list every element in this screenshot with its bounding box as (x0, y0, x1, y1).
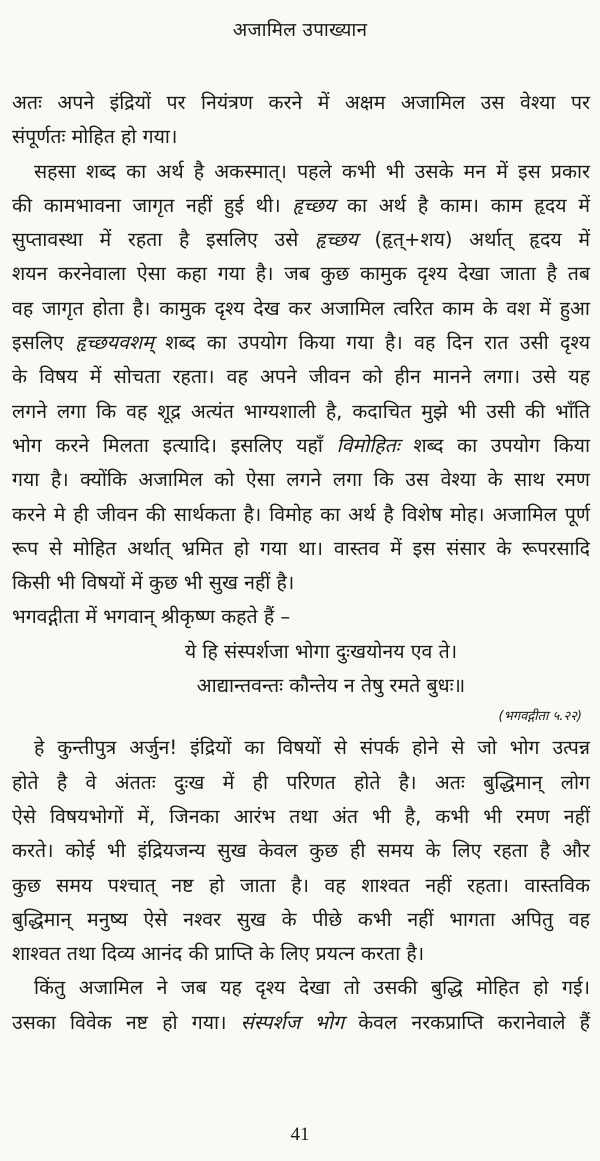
page-body (12, 86, 590, 1040)
verse-line-2: आद्यान्तवन्तः कौन्तेय न तेषु रमते बुधः॥ (196, 674, 466, 698)
paragraph-2-line-4: शयन करनेवाला ऐसा कहा गया है। जब कुछ कामुक दृश्य देखा जाता है तब (12, 262, 590, 286)
paragraph-3-line-2: होते है वे अंततः दुःख में ही परिणत होते है। अतः बुद्धिमान् लोग (12, 770, 590, 794)
italic-term: हृच्छयवशम् (75, 331, 154, 355)
text-run: का अर्थ है काम। काम हृदय में (346, 193, 591, 217)
paragraph-2-line-7: के विषय में सोचता रहता। वह अपने जीवन को हीन मानने लगा। उसे यह (12, 365, 590, 389)
paragraph-1-line-2: संपूर्णतः मोहित हो गया। (12, 125, 178, 149)
italic-term: हृच्छय (292, 193, 336, 217)
paragraph-2-line-6 (12, 326, 590, 360)
paragraph-3-line-6: बुद्धिमान् मनुष्य ऐसे नश्वर सुख के पीछे कभी नहीं भागता अपितु वह (12, 907, 590, 931)
paragraph-2-line-11: करने मे ही जीवन की सार्थकता है। विमोह का अर्थ है विशेष मोह। अजामिल पूर्ण (12, 502, 590, 526)
paragraph-2-line-9 (12, 429, 590, 463)
paragraph-3-line-1: हे कुन्तीपुत्र अर्जुन! इंद्रियों का विषयों से संपर्क होने से जो भोग उत्पन्न (34, 736, 590, 760)
paragraph-4-line-1: किंतु अजामिल ने जब यह दृश्य देखा तो उसकी बुद्धि मोहित हो गई। (34, 976, 590, 1000)
paragraph-3-line-4: करते। कोई भी इंद्रियजन्य सुख केवल कुछ ही समय के लिए रहता है और (12, 839, 590, 863)
paragraph-2-line-1: सहसा शब्द का अर्थ है अकस्मात्। पहले कभी भी उसके मन में इस प्रकार (34, 159, 590, 183)
italic-term: विमोहितः (336, 433, 400, 457)
text-run: (हृत्+शय) अर्थात् हृदय में (374, 228, 591, 252)
paragraph-4-line-2 (12, 1006, 590, 1040)
verse-line-1: ये हि संस्पर्शजा भोगा दुःखयोनय एव ते। (184, 639, 458, 663)
paragraph-3-line-5: कुछ समय पश्चात् नष्ट हो जाता है। वह शाश्वत नहीं रहता। वास्तविक (12, 873, 590, 897)
paragraph-3-line-3: ऐसे विषयभोगों में, जिनका आरंभ तथा अंत भी है, कभी भी रमण नहीं (12, 804, 590, 828)
page-number: 41 (290, 1124, 310, 1145)
paragraph-2-line-2 (12, 189, 590, 223)
text-run: शब्द का उपयोग किया गया है। वह दिन रात उसी दृश्य (165, 331, 590, 355)
italic-term: हृच्छय (314, 228, 358, 252)
paragraph-2-line-13: किसी भी विषयों में कुछ भी सुख नहीं है। (12, 571, 295, 595)
running-header: अजामिल उपाख्यान (232, 19, 368, 41)
italic-term: संस्पर्शज भोग (240, 1010, 345, 1034)
text-run: शब्द का उपयोग किया (413, 433, 591, 457)
paragraph-1-line-1: अतः अपने इंद्रियों पर नियंत्रण करने में अक्षम अजामिल उस वेश्या पर (12, 91, 590, 114)
gita-intro: भगवद्गीता में भगवान् श्रीकृष्ण कहते हैं – (12, 605, 291, 629)
text-run: भोग करने मिलता इत्यादि। इसलिए यहाँ (12, 433, 323, 457)
text-run: केवल नरकप्राप्ति करानेवाले हैं (358, 1010, 591, 1034)
text-run: की कामभावना जागृत नहीं हुई थी। (12, 193, 281, 217)
text-run: सुप्तावस्था में रहता है इसलिए उसे (12, 228, 299, 252)
paragraph-3-line-7: शाश्वत तथा दिव्य आनंद की प्राप्ति के लिए प्रयत्न करता है। (12, 942, 425, 966)
paragraph-2-line-5: वह जागृत होता है। कामुक दृश्य देख कर अजामिल त्वरित काम के वश में हुआ (12, 296, 590, 320)
paragraph-2-line-10: गया है। क्योंकि अजामिल को ऐसा लगने लगा कि उस वेश्या के साथ रमण (12, 468, 590, 492)
text-run: उसका विवेक नष्ट हो गया। (12, 1010, 227, 1034)
verse-reference: (भगवद्गीता ५.२२) (498, 709, 582, 725)
paragraph-2-line-3 (12, 223, 590, 257)
paragraph-2-line-12: रूप से मोहित अर्थात् भ्रमित हो गया था। वास्तव में इस संसार के रूपरसादि (12, 536, 590, 560)
text-run: इसलिए (12, 331, 64, 355)
paragraph-2-line-8: लगने लगा कि वह शूद्र अत्यंत भाग्यशाली है, कदाचित मुझे भी उसी की भाँति (12, 399, 590, 423)
